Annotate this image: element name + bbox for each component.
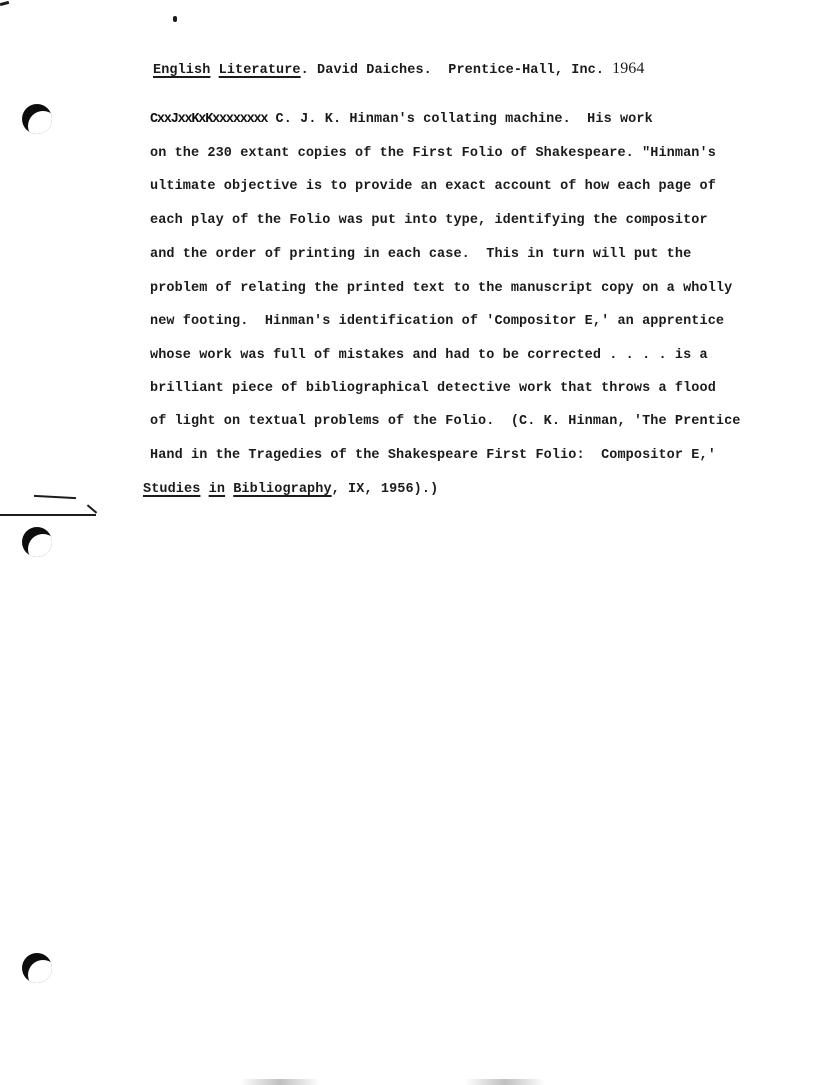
body-line-9: brilliant piece of bibliographical detective work that throws a flood <box>150 381 716 396</box>
body-line-12 <box>143 482 438 497</box>
pen-stroke-upper <box>34 495 76 499</box>
body-line-11: Hand in the Tragedies of the Shakespeare First Folio: Compositor E,' <box>150 448 716 463</box>
body-line-10: of light on textual problems of the Folio. (C. K. Hinman, 'The Prentice <box>150 414 741 429</box>
handwritten-year: 1964 <box>612 60 645 77</box>
body-line-1 <box>150 112 653 127</box>
pen-stroke-lower <box>0 514 96 516</box>
body-line-8: whose work was full of mistakes and had to be corrected . . . . is a <box>150 348 708 363</box>
ink-dot <box>173 16 177 22</box>
title-word-literature: Literature <box>218 63 301 78</box>
body-line-2: on the 230 extant copies of the First Folio of Shakespeare. "Hinman's <box>150 146 716 161</box>
bottom-scuff-left <box>240 1079 320 1085</box>
corner-mark <box>0 1 9 6</box>
body-line-7: new footing. Hinman's identification of 'Compositor E,' an apprentice <box>150 314 725 329</box>
body-line-5: and the order of printing in each case. This in turn will put the <box>150 247 692 262</box>
body-line-4: each play of the Folio was put into type, identifying the compositor <box>150 213 708 228</box>
punch-hole-top <box>22 104 52 134</box>
body-line-6: problem of relating the printed text to the manuscript copy on a wholly <box>150 281 733 296</box>
journal-word-in: in <box>208 482 226 497</box>
pen-stroke-hook <box>87 504 97 513</box>
publisher-info: . David Daiches. Prentice-Hall, Inc. <box>300 63 605 78</box>
title-word-english: English <box>153 63 211 78</box>
bottom-scuff-right <box>465 1079 545 1085</box>
citation-volume: , IX, 1956).) <box>331 482 439 497</box>
struck-out-text: CxxJxxKxKxxxxxxxx <box>150 112 268 127</box>
citation-heading <box>153 60 645 78</box>
journal-word-studies: Studies <box>143 482 201 497</box>
journal-word-bibliography: Bibliography <box>233 482 332 497</box>
body-line-1-text: C. J. K. Hinman's collating machine. His work <box>267 112 653 127</box>
body-line-3: ultimate objective is to provide an exact account of how each page of <box>150 179 716 194</box>
punch-hole-bottom <box>22 953 52 983</box>
punch-hole-middle <box>22 527 52 557</box>
